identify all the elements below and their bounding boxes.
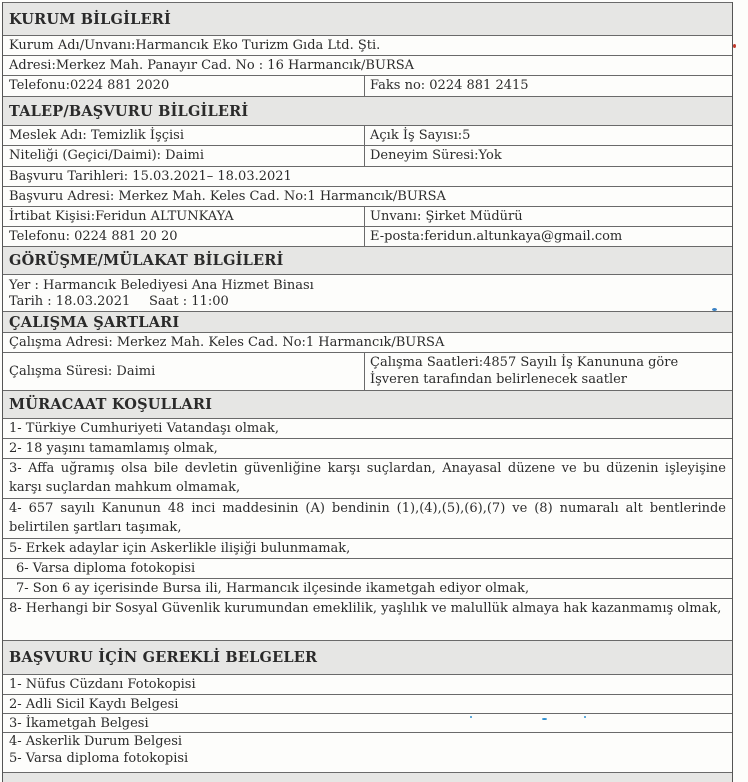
basvuru-tarihleri-row [3, 166, 732, 186]
calisma-saatleri: Çalışma Saatleri:4857 Sayılı İş Kanununa göre İşveren tarafından belirlenecek saatler [370, 355, 679, 387]
belge-item [3, 674, 732, 694]
ink-speck [733, 44, 736, 48]
section-title: GÖRÜŞME/MÜLAKAT BİLGİLERİ [9, 252, 284, 269]
muracaat-item [3, 458, 732, 498]
nitelik: Niteliği (Geçici/Daimi): Daimi [3, 146, 365, 166]
muracaat-item-text: 4- 657 sayılı Kanunun 48 inci maddesinin (A) bendinin (1),(4),(5),(6),(7) ve (8) numaralı alt bentlerinde belirtilen şartları taşımak, [9, 501, 726, 535]
kurum-adres-row [3, 55, 732, 75]
gorusme-tarih: Tarih : 18.03.2021 [9, 294, 131, 309]
section-title: MÜRACAAT KOŞULLARI [9, 396, 213, 413]
ink-speck [712, 308, 717, 311]
muracaat-item [3, 598, 732, 640]
acik-is-sayisi: Açık İş Sayısı:5 [370, 128, 471, 143]
basvuru-adresi-row [3, 186, 732, 206]
kurum-telefon: Telefonu:0224 881 2020 [3, 76, 365, 96]
calisma-suresi-text: Çalışma Süresi: Daimi [9, 364, 156, 379]
kurum-adi-row [3, 35, 732, 55]
ink-speck [542, 718, 547, 720]
belge-item-group [3, 732, 732, 772]
belge-item [3, 694, 732, 713]
ink-speck [584, 716, 586, 718]
gorusme-yer: Yer : Harmancık Belediyesi Ana Hizmet Binası [9, 278, 314, 293]
calisma-sure-row [3, 352, 732, 390]
muracaat-item [3, 538, 732, 558]
talep-telefon: Telefonu: 0224 881 20 20 [3, 227, 365, 246]
muracaat-item [3, 558, 732, 578]
gorusme-details-row [3, 274, 732, 311]
muracaat-item [3, 498, 732, 538]
muracaat-item [3, 438, 732, 458]
belge-item-text: 4- Askerlik Durum Belgesi [9, 734, 183, 749]
kurum-adi: Kurum Adı/Unvanı:Harmancık Eko Turizm Gıda Ltd. Şti. [9, 38, 381, 53]
deneyim-suresi: Deneyim Süresi:Yok [370, 148, 502, 163]
job-posting-form [2, 2, 733, 782]
muracaat-item-text: 1- Türkiye Cumhuriyeti Vatandaşı olmak, [9, 421, 279, 436]
basvuru-tarihleri: Başvuru Tarihleri: 15.03.2021– 18.03.2021 [9, 169, 292, 184]
irtibat-kisisi: İrtibat Kişisi:Feridun ALTUNKAYA [3, 207, 365, 226]
belge-item-text: 3- İkametgah Belgesi [9, 716, 149, 731]
table-footer [3, 772, 732, 782]
muracaat-item [3, 578, 732, 598]
section-header-gorusme [3, 246, 732, 274]
section-header-calisma [3, 311, 732, 332]
section-title: ÇALIŞMA ŞARTLARI [9, 313, 180, 331]
muracaat-item-text: 3- Affa uğramış olsa bile devletin güvenliğine karşı suçlardan, Anayasal düzene ve bu düzenin işleyişine karşı suçlardan mahkum olmamak, [9, 461, 726, 495]
ink-speck [470, 716, 472, 718]
muracaat-item-text: 6- Varsa diploma fotokopisi [16, 561, 196, 576]
talep-nitelik-row [3, 145, 732, 166]
section-header-muracaat [3, 390, 732, 418]
muracaat-item-text: 8- Herhangi bir Sosyal Güvenlik kurumundan emeklilik, yaşlılık ve malullük almaya hak kazanmamış olmak, [9, 601, 722, 616]
kurum-adres: Adresi:Merkez Mah. Panayır Cad. No : 16 Harmancık/BURSA [9, 58, 415, 73]
muracaat-item-text: 7- Son 6 ay içerisinde Bursa ili, Harmancık ilçesinde ikametgah ediyor olmak, [16, 581, 530, 596]
belge-item [3, 713, 732, 732]
unvan: Unvanı: Şirket Müdürü [370, 209, 523, 224]
talep-meslek-row [3, 125, 732, 145]
muracaat-item-text: 2- 18 yaşını tamamlamış olmak, [9, 441, 218, 456]
basvuru-adresi: Başvuru Adresi: Merkez Mah. Keles Cad. No:1 Harmancık/BURSA [9, 189, 446, 204]
eposta: E-posta:feridun.altunkaya@gmail.com [370, 229, 623, 244]
belge-item-text: 5- Varsa diploma fotokopisi [9, 751, 189, 766]
calisma-suresi [3, 353, 365, 390]
meslek-adi: Meslek Adı: Temizlik İşçisi [3, 126, 365, 145]
section-header-talep [3, 96, 732, 125]
section-header-belgeler [3, 640, 732, 674]
muracaat-item [3, 418, 732, 438]
calisma-adresi-row [3, 332, 732, 352]
section-header-kurum [3, 2, 732, 35]
section-title: BAŞVURU İÇİN GEREKLİ BELGELER [9, 649, 318, 666]
kurum-contact-row [3, 75, 732, 96]
muracaat-item-text: 5- Erkek adaylar için Askerlikle ilişiği bulunmamak, [9, 541, 351, 556]
section-title: KURUM BİLGİLERİ [9, 10, 172, 28]
section-title: TALEP/BAŞVURU BİLGİLERİ [9, 102, 249, 120]
gorusme-saat: Saat : 11:00 [149, 294, 229, 309]
irtibat-row [3, 206, 732, 226]
talep-contact-row [3, 226, 732, 246]
belge-item-text: 2- Adli Sicil Kaydı Belgesi [9, 697, 179, 712]
calisma-adresi: Çalışma Adresi: Merkez Mah. Keles Cad. No:1 Harmancık/BURSA [9, 335, 445, 350]
kurum-faks: Faks no: 0224 881 2415 [370, 78, 529, 93]
belge-item-text: 1- Nüfus Cüzdanı Fotokopisi [9, 677, 196, 692]
